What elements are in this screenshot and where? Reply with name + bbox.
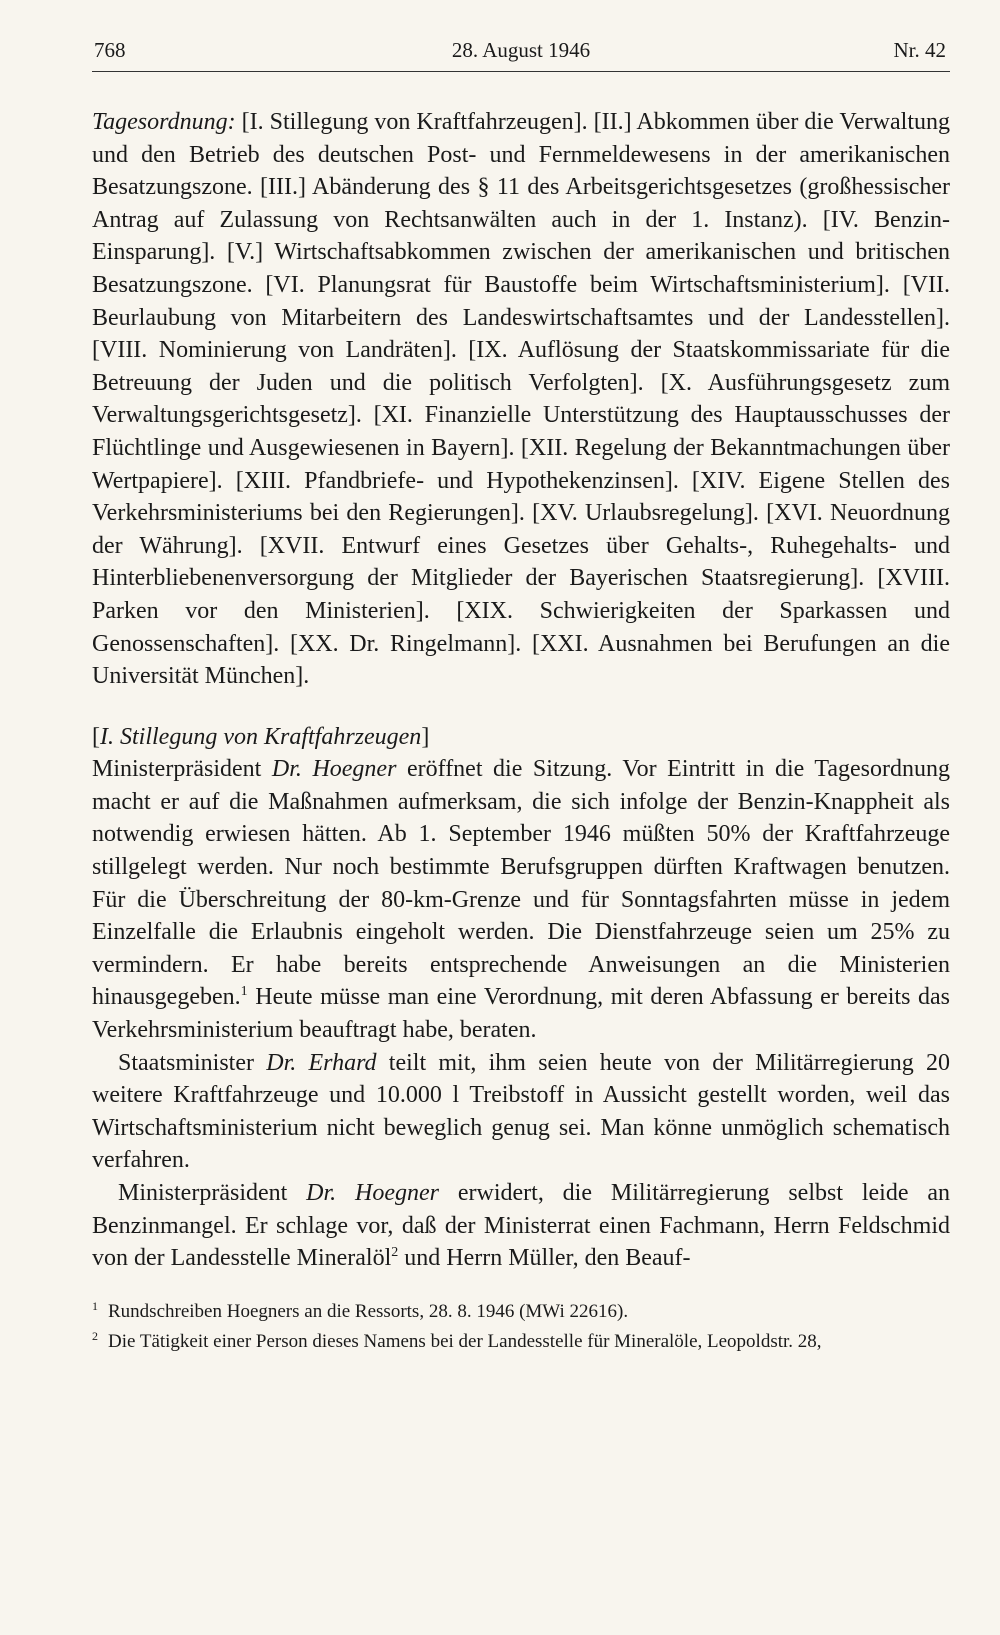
paragraph-text: erwidert, die Militärregierung selbst leide an Benzinmangel. Er schlage vor, daß der Ministerrat einen Fachmann, Herrn Feldschmid von der Landesstelle Mineralöl: [92, 1180, 950, 1272]
paragraph-hoegner-1: [92, 753, 950, 1046]
paragraph-text: und Herrn Müller, den Beauf-: [404, 1245, 691, 1272]
footnote: [92, 1297, 950, 1327]
paragraph-text: eröffnet die Sitzung. Vor Eintritt in die Tagesordnung macht er auf die Maßnahmen aufmerksam, die sich infolge der Benzin-Knappheit als notwendig erwiesen hätten. Ab 1. September 1946 müßten 50% der Kraftfahrzeuge stillgelegt werden. Nur noch bestimmte Berufsgruppen dürften Kraftwagen benutzen. Für die Überschreitung der 80-km-Grenze und für Sonntagsfahrten müsse in jedem Einzelfalle die Erlaubnis eingeholt werden. Die Dienstfahrzeuge seien um 25% zu vermindern. Er habe bereits entsprechende Anweisungen an die Ministerien hinausgegeben.: [92, 756, 951, 1011]
footnote-ref: 1: [240, 984, 248, 1000]
agenda-text: [I. Stillegung von Kraftfahrzeugen]. [II.] Abkommen über die Verwaltung und den Betrieb des deutschen Post- und Fernmeldewesens in der amerikanischen Besatzungszone. [III.] Abänderung des § 11 des Arbeitsgerichtsgesetzes (großhessischer Antrag auf Zulassung von Rechtsanwälten auch in der 1. Instanz). [IV. Benzin-Einsparung]. [V.] Wirtschaftsabkommen zwischen der amerikanischen und britischen Besatzungszone. [VI. Planungsrat für Baustoffe beim Wirtschaftsministerium]. [VII. Beurlaubung von Mitarbeitern des Landeswirtschaftsamtes und der Landesstellen]. [VIII. Nominierung von Landräten]. [IX. Auflösung der Staatskommissariate für die Betreuung der Juden und die politisch Verfolgten]. [X. Ausführungsgesetz zum Verwaltungsgerichtsgesetz]. [XI. Finanzielle Unterstützung des Hauptausschusses der Flüchtlinge und Ausgewiesenen in Bayern]. [XII. Regelung der Bekanntmachungen über Wertpapiere]. [XIII. Pfandbriefe- und Hypothekenzinsen]. [XIV. Eigene Stellen des Verkehrsministeriums bei den Regierungen]. [XV. Urlaubsregelung]. [XVI. Neuordnung der Währung]. [XVII. Entwurf eines Gesetzes über Gehalts-, Ruhegehalts- und Hinterbliebenenversorgung der Mitglieder der Bayerischen Staatsregierung]. [XVIII. Parken vor den Ministerien]. [XIX. Schwierigkeiten der Sparkassen und Genossenschaften]. [XX. Dr. Ringelmann]. [XXI. Ausnahmen bei Berufungen an die Universität München].: [92, 109, 950, 690]
speaker-name: Dr. Hoegner: [306, 1180, 440, 1206]
page: [92, 38, 950, 1357]
issue-number: Nr. 42: [893, 38, 946, 62]
footnote-number: 1: [92, 1298, 98, 1313]
speaker-role: Staatsminister: [118, 1049, 254, 1076]
section-close-bracket: ]: [421, 723, 430, 750]
speaker-name: Dr. Erhard: [266, 1049, 377, 1076]
page-number: 768: [94, 38, 126, 62]
section-title: I. Stillegung von Kraftfahrzeugen: [100, 723, 422, 750]
section-open-bracket: [: [92, 723, 100, 750]
paragraph-text: Heute müsse man eine Verordnung, mit deren Abfassung er bereits das Verkehrsministerium beauftragt habe, beraten.: [92, 984, 951, 1044]
footnote-text: Die Tätigkeit einer Person dieses Namens bei der Landesstelle für Mineralöle, Leopoldstr. 28,: [108, 1330, 822, 1352]
paragraph-text: teilt mit, ihm seien heute von der Militärregierung 20 weitere Kraftfahrzeuge und 10.000 l Treibstoff in Aussicht gestellt worden, weil das Wirtschaftsministerium nicht beweglich genug sei. Man könne unmöglich schematisch verfahren.: [92, 1049, 951, 1174]
speaker-role: Ministerpräsident: [92, 756, 262, 783]
agenda-label: Tagesordnung:: [92, 109, 236, 135]
section-heading: [92, 721, 950, 754]
footnote-ref: 2: [391, 1245, 399, 1261]
running-header: [92, 38, 950, 72]
paragraph-erhard: [92, 1047, 950, 1177]
paragraph-hoegner-2: [92, 1177, 950, 1275]
footnotes: [92, 1297, 950, 1357]
header-date: 28. August 1946: [451, 38, 591, 62]
speaker-role: Ministerpräsident: [118, 1180, 288, 1206]
speaker-name: Dr. Hoegner: [271, 756, 397, 783]
footnote-text: Rundschreiben Hoegners an die Ressorts, 28. 8. 1946 (MWi 22616).: [108, 1300, 629, 1322]
agenda-paragraph: [92, 106, 950, 693]
footnote-number: 2: [92, 1328, 98, 1343]
footnote: [92, 1327, 950, 1357]
